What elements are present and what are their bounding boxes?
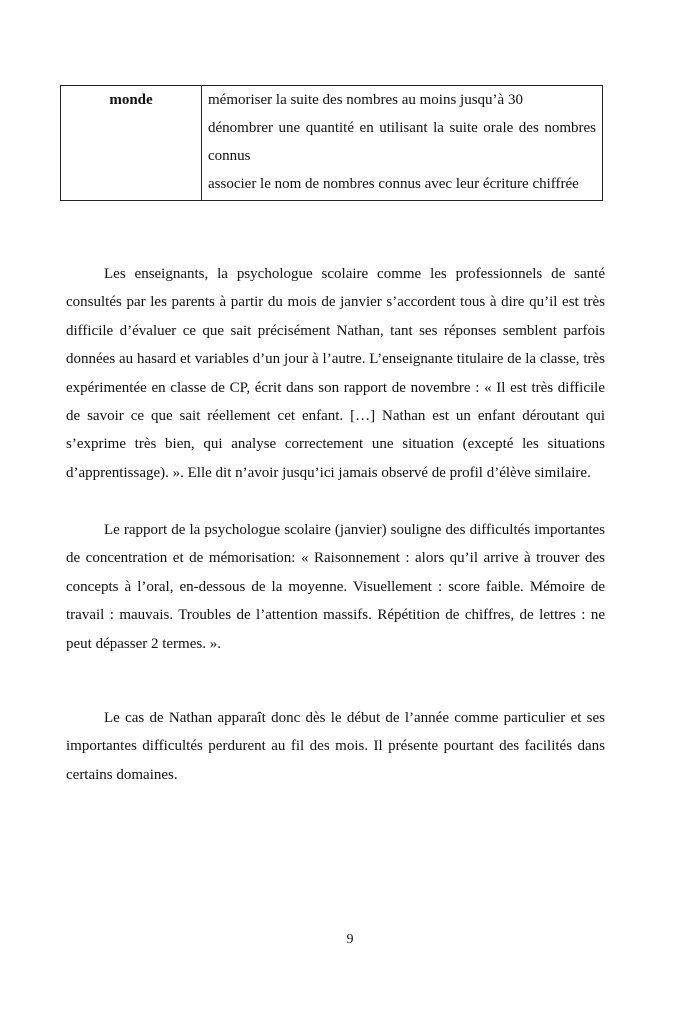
paragraph-teachers-assessment: Les enseignants, la psychologue scolaire comme les professionnels de santé consultés par les parents à partir du mois de janvier s’accordent tous à dire qu’il est très difficile d’évaluer ce que sait précisément Nathan, tant ses réponses semblent parfois données au hasard et variables d’un jour à l’autre. L’enseignante titulaire de la classe, très expérimentée en classe de CP, écrit dans son rapport de novembre : « Il est très difficile de savoir ce que sait réellement cet enfant. […] Nathan est un enfant déroutant qui s’exprime très bien, qui analyse correctement une situation (excepté les situations d’apprentissage). ». Elle dit n’avoir jusqu’ici jamais observé de profil d’élève similaire.: [66, 266, 605, 481]
paragraph-conclusion: Le cas de Nathan apparaît donc dès le début de l’année comme particulier et ses importantes difficultés perdurent au fil des mois. Il présente pourtant des facilités dans certains domaines.: [66, 710, 605, 783]
items-cell: [202, 86, 603, 201]
list-item: associer le nom de nombres connus avec leur écriture chiffrée: [208, 176, 579, 192]
paragraph-psychologist-report: Le rapport de la psychologue scolaire (janvier) souligne des difficultés importantes de concentration et de mémorisation: « Raisonnement : alors qu’il arrive à trouver des concepts à l’oral, en-dessous de la moyenne. Visuellement : score faible. Mémoire de travail : mauvais. Troubles de l’attention massifs. Répétition de chiffres, de lettres : ne peut dépasser 2 termes. ».: [66, 522, 605, 652]
domain-cell: [61, 86, 202, 201]
page-number: 9: [346, 932, 354, 947]
table-row: [61, 86, 603, 201]
competence-table: [60, 85, 603, 201]
domain-label: monde: [109, 92, 153, 108]
list-item: dénombrer une quantité en utilisant la suite orale des nombres connus: [208, 120, 596, 164]
list-item: mémoriser la suite des nombres au moins jusqu’à 30: [208, 92, 523, 108]
